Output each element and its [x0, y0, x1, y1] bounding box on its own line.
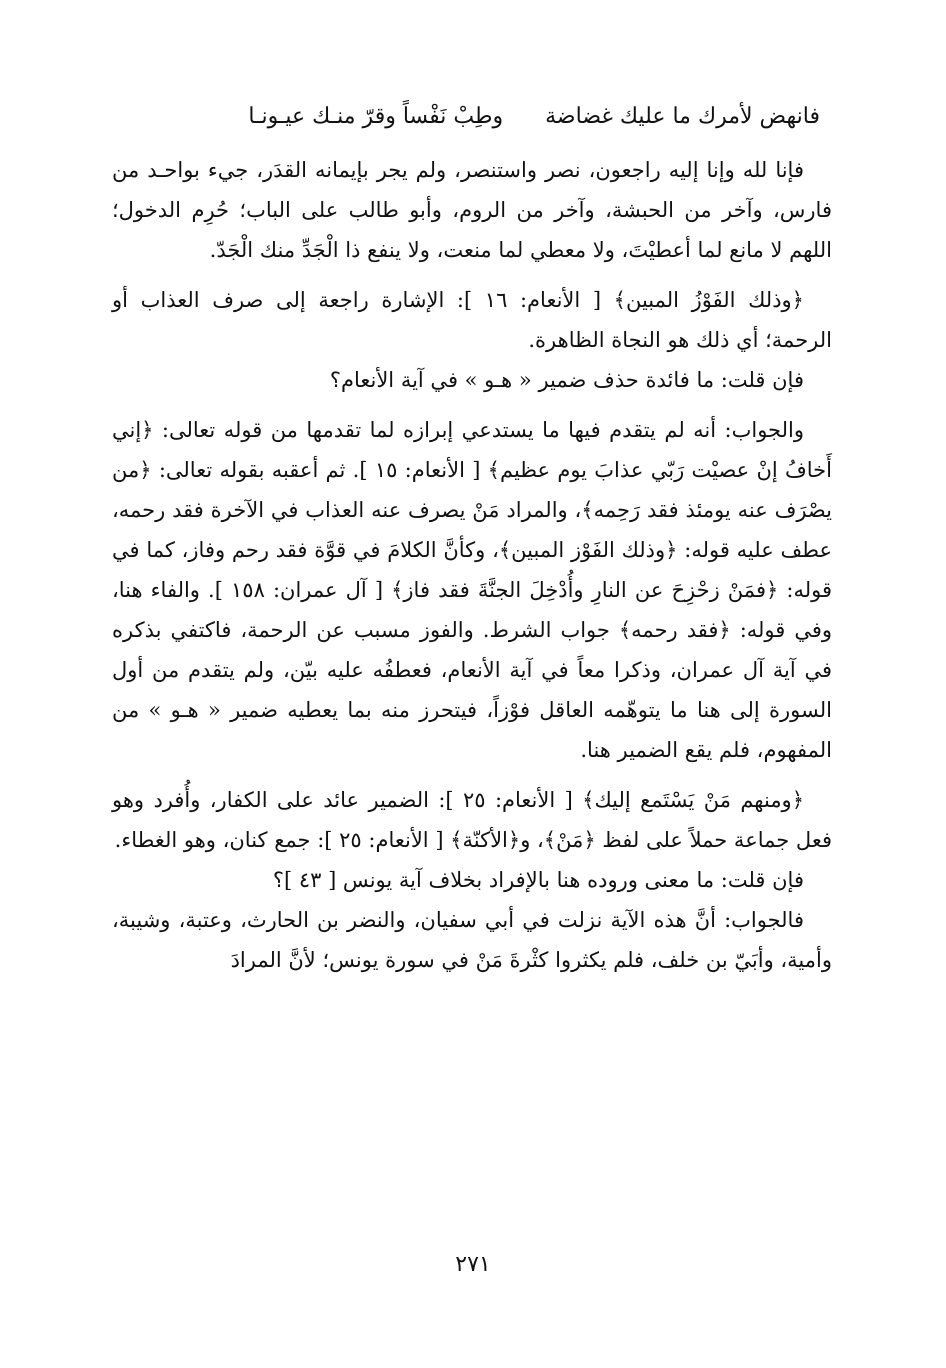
paragraph-5: ﴿ومنهم مَنْ يَسْتَمع إليك﴾ [ الأنعام: ٢٥ ]: الضمير عائد على الكفار، وأُفرد وهو فعل جماعة حملاً على لفظ ﴿مَنْ﴾، و﴿الأكنّة﴾ [ الأنعام: ٢٥ ]: جمع كنان، وهو الغطاء.: [112, 788, 832, 852]
paragraph-4-answer: والجواب: أنه لم يتقدم فيها ما يستدعي إبرازه لما تقدمها من قوله تعالى: ﴿إني أَخافُ إنْ عصيْت رَبّي عذابَ يوم عظيم﴾ [ الأنعام: ١٥ ]. ثم أعقبه بقوله تعالى: ﴿من يصْرَف عنه يومئذ فقد رَحِمه﴾، والمراد مَنْ يصرف عنه العذاب في الآخرة فقد رحمه، عطف عليه قوله: ﴿وذلك الفَوْز المبين﴾، وكأنَّ الكلامَ في قوَّة فقد رحم وفاز، كما في قوله: ﴿فمَنْ زحْزِحَ عن النارِ وأُدْخِلَ الجنَّةَ فقد فاز﴾ [ آل عمران: ١٥٨ ]. والفاء هنا، وفي قوله: ﴿فقد رحمه﴾ جواب الشرط. والفوز مسبب عن الرحمة، فاكتفي بذكره في آية آل عمران، وذكرا معاً في آية الأنعام، فعطفُه عليه بيّن، ولم يتقدم من أول السورة إلى هنا ما يتوهّمه العاقل فوْزاً، فيتحرز منه بما يعطيه ضمير « هـو » من المفهوم، فلم يقع الضمير هنا.: [112, 418, 832, 762]
paragraph-6-question: فإن قلت: ما معنى وروده هنا بالإفراد بخلاف آية يونس [ ٤٣ ]؟: [272, 868, 804, 892]
paragraph-7-answer: فالجواب: أنَّ هذه الآية نزلت في أبي سفيان، والنضر بن الحارث، وعتبة، وشيبة، وأمية، وأبَيّ بن خلف، فلم يكثروا كثْرةَ مَنْ في سورة يونس؛ لأنَّ المرادَ: [112, 908, 832, 972]
paragraph-1: فإنا لله وإنا إليه راجعون، نصر واستنصر، ولم يجر بإيمانه القدَر، جيء بواحـد من فارس، وآخر من الحبشة، وآخر من الروم، وأبو طالب على الباب؛ حُرِم الدخول؛ اللهم لا مانع لما أعطيْتَ، ولا معطي لما منعت، ولا ينفع ذا الْجَدِّ منك الْجَدّ.: [112, 158, 832, 262]
page-number: ٢٧١: [455, 1252, 491, 1277]
verse-second-hemistich: وطِبْ نَفْساً وقرّ منـك عيـونـا: [248, 103, 504, 129]
body-text: [112, 150, 832, 980]
verse-first-hemistich: فانهض لأمرك ما عليك غضاضة: [545, 103, 820, 129]
paragraph-2: ﴿وذلك الفَوْزُ المبين﴾ [ الأنعام: ١٦ ]: الإشارة راجعة إلى صرف العذاب أو الرحمة؛ أي ذلك هو النجاة الظاهرة.: [112, 288, 832, 352]
paragraph-3-question: فإن قلت: ما فائدة حذف ضمير « هـو » في آية الأنعام؟: [329, 368, 804, 392]
poetry-verse: [140, 96, 820, 136]
